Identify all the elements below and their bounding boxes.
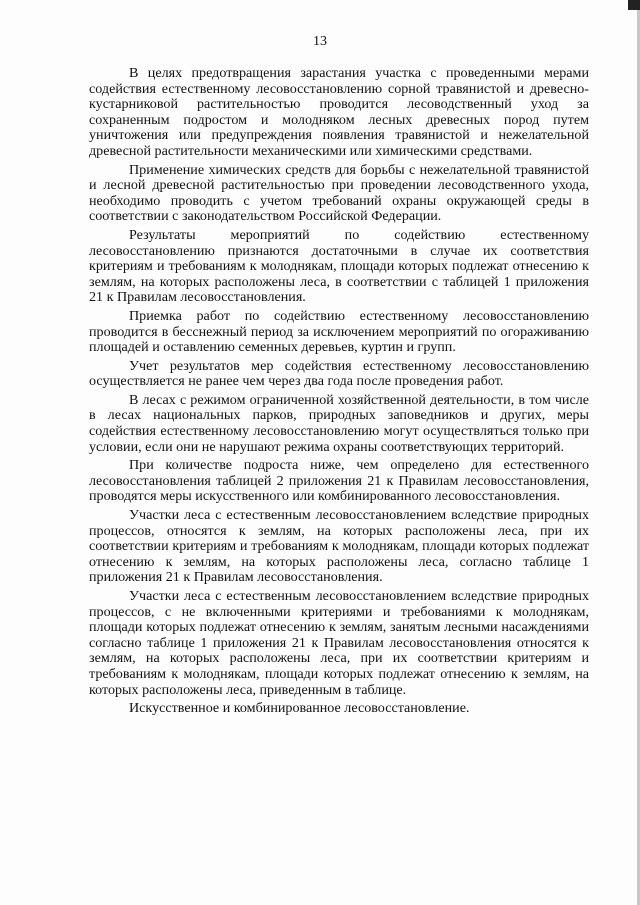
paragraph-restricted-forests: В лесах с режимом ограниченной хозяйственной деятельности, в том числе в лесах национальных парков, природных заповедников и других, меры содействия естественному лесовосстановлению могут осуществляться только при условии, если они не нарушают режима охраны соответствующих территорий.: [89, 391, 589, 455]
paragraph-chemical-means: Применение химических средств для борьбы с нежелательной травянистой и лесной древесной растительностью при проведении лесоводственного ухода, необходимо проводить с учетом требований охраны окружающей среды в соответствии с законодательством Российской Федерации.: [89, 161, 589, 225]
paragraph-results-accounting: Учет результатов мер содействия естественному лесовосстановлению осуществляется не ранее чем через два года после проведения работ.: [89, 357, 589, 390]
section-heading-artificial-regeneration: Искусственное и комбинированное лесовосстановление.: [129, 700, 470, 717]
scan-corner-mark: [628, 0, 640, 10]
paragraph-natural-regeneration-plots: Участки леса с естественным лесовосстановлением вследствие природных процессов, относятся к землям, на которых расположены леса, при их соответствии критериям и требованиям к молоднякам, площади которых подлежат отнесению к землям, на которых расположены леса, согласно таблице 1 приложения 21 к Правилам лесовосстановления.: [89, 507, 589, 586]
page-number: 13: [313, 34, 327, 49]
paragraph-natural-regeneration-unlisted: Участки леса с естественным лесовосстановлением вследствие природных процессов, с не включенными критериями и требованиями к молоднякам, площади которых подлежат отнесению к землям, занятым лесными насаждениями согласно таблице 1 приложения 21 к Правилам лесовосстановления относятся к землям, на которых расположены леса, при их соответствии критериям и требованиям к молоднякам, площади которых подлежат отнесению к землям, на которых расположены леса, приведенным в таблице.: [89, 588, 589, 698]
paragraph-work-acceptance: Приемка работ по содействию естественному лесовосстановлению проводится в бесснежный период за исключением мероприятий по огораживанию площадей и оставлению семенных деревьев, куртин и групп.: [89, 307, 589, 356]
paragraph-results-sufficiency: Результаты мероприятий по содействию естественному лесовосстановлению признаются достаточными в случае их соответствия критериям и требованиям к молоднякам, площади которых подлежат отнесению к землям, на которых расположены леса, в соответствии с таблицей 1 приложения 21 к Правилам лесовосстановления.: [89, 226, 589, 306]
paragraph-insufficient-undergrowth: При количестве подроста ниже, чем определено для естественного лесовосстановления таблицей 2 приложения 21 к Правилам лесовосстановления, проводятся меры искусственного или комбинированного лесовосстановления.: [89, 457, 589, 505]
paragraph-weed-control: В целях предотвращения зарастания участка с проведенными мерами содействия естественному лесовосстановлению сорной травянистой и древесно-кустарниковой растительностью проводится лесоводственный уход за сохраненным подростом и молодняком лесных древесных пород путем уничтожения или предупреждения появления травянистой и нежелательной древесной растительности механическими или химическими средствами.: [89, 65, 589, 159]
document-body: [89, 66, 589, 720]
